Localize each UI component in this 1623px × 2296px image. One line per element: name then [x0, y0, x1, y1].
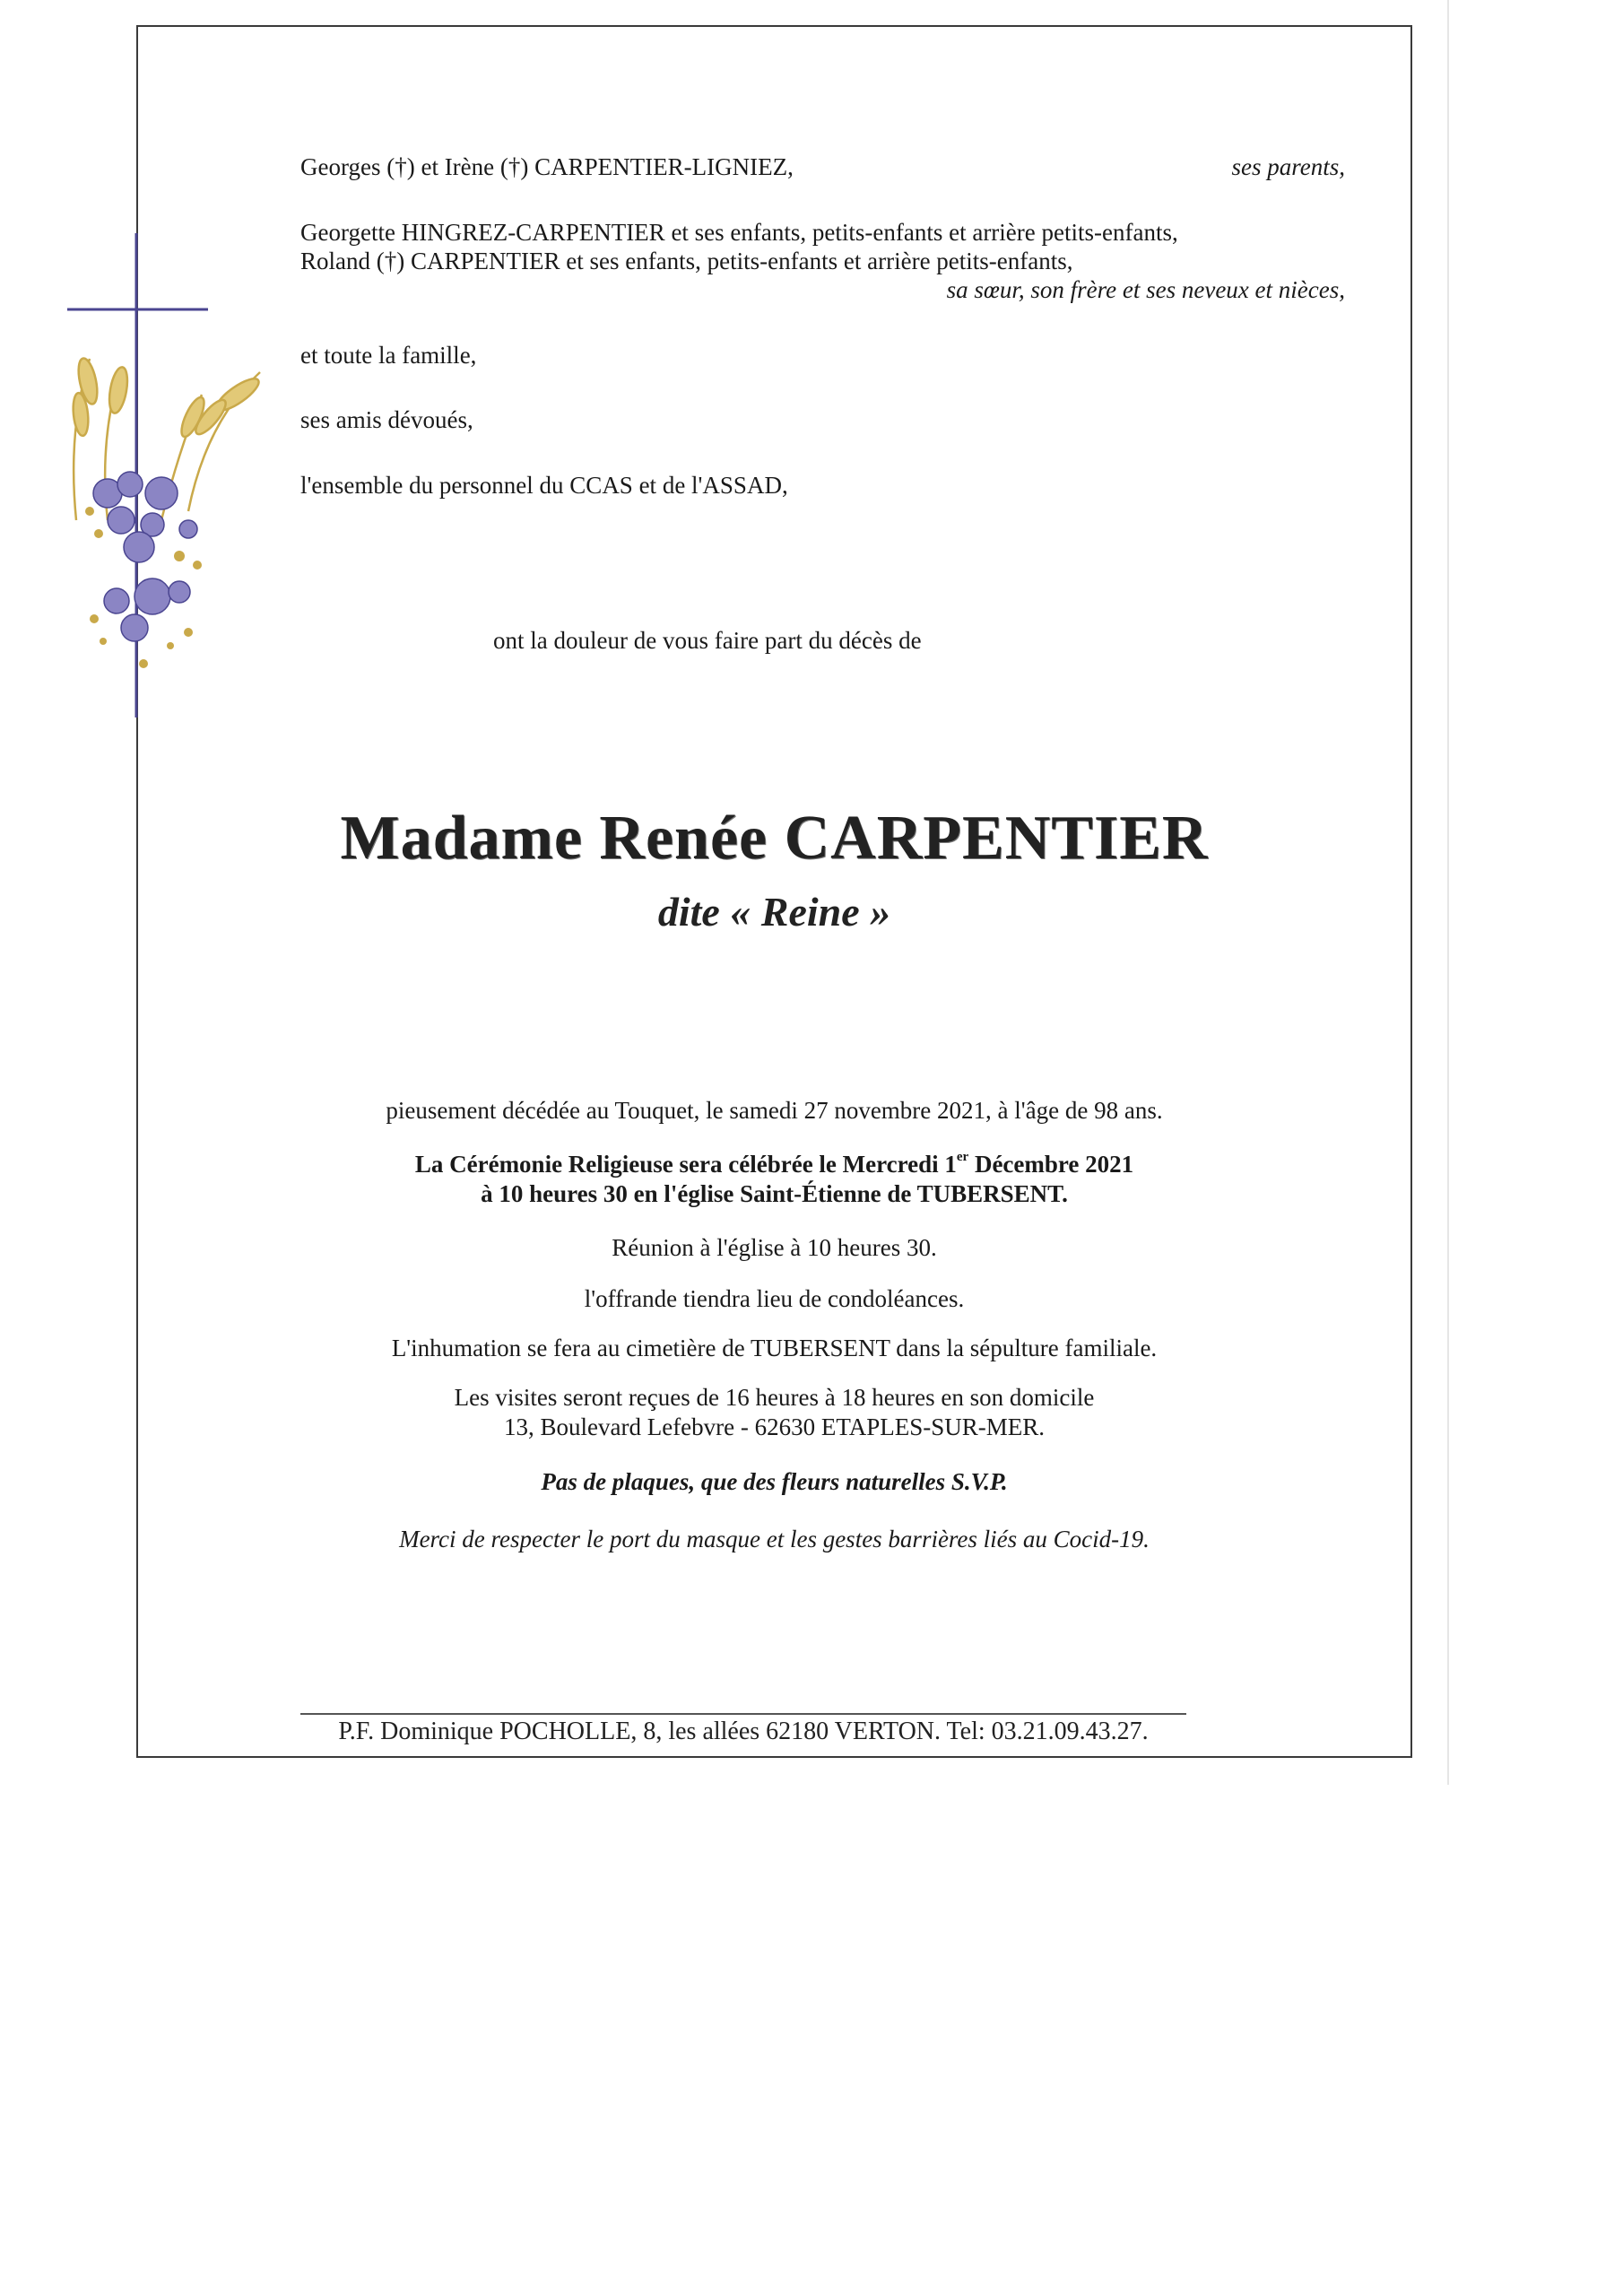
- staff: l'ensemble du personnel du CCAS et de l'ASSAD,: [300, 472, 788, 499]
- meeting-info: Réunion à l'église à 10 heures 30.: [612, 1234, 937, 1261]
- ceremony-ordinal: er: [956, 1150, 969, 1164]
- ceremony-line-1-main: La Cérémonie Religieuse sera célébrée le Mercredi 1: [414, 1151, 957, 1178]
- deceased-name: Madame Renée CARPENTIER: [340, 804, 1209, 873]
- flowers-note: Pas de plaques, que des fleurs naturelles S.V.P.: [541, 1468, 1008, 1495]
- whole-family: et toute la famille,: [300, 342, 477, 369]
- burial-info: L'inhumation se fera au cimetière de TUBERSENT dans la sépulture familiale.: [391, 1335, 1158, 1361]
- cross-wheat-flowers-icon: [54, 224, 287, 726]
- scan-edge-line: [1447, 0, 1449, 1785]
- ceremony-line-2: à 10 heures 30 en l'église Saint-Étienne de TUBERSENT.: [481, 1180, 1068, 1207]
- deceased-nickname: dite « Reine »: [657, 889, 891, 935]
- brother-line: Roland (†) CARPENTIER et ses enfants, petits-enfants et arrière petits-enfants,: [300, 248, 1073, 274]
- footer-rule: [300, 1713, 1186, 1715]
- visits-line-2: 13, Boulevard Lefebvre - 62630 ETAPLES-SUR-MER.: [504, 1413, 1045, 1440]
- ceremony-line-1: [136, 1150, 1412, 1178]
- covid-note: Merci de respecter le port du masque et les gestes barrières liés au Cocid-19.: [399, 1526, 1150, 1552]
- death-details: pieusement décédée au Touquet, le samedi 27 novembre 2021, à l'âge de 98 ans.: [386, 1097, 1163, 1124]
- visits-line-1: Les visites seront reçues de 16 heures à 18 heures en son domicile: [454, 1384, 1095, 1411]
- friends: ses amis dévoués,: [300, 406, 473, 433]
- siblings-role: sa sœur, son frère et ses neveux et nièces,: [946, 276, 1345, 303]
- announcement: ont la douleur de vous faire part du décès de: [493, 627, 922, 654]
- funeral-home-footer: P.F. Dominique POCHOLLE, 8, les allées 62180 VERTON. Tel: 03.21.09.43.27.: [338, 1718, 1149, 1745]
- sister-line: Georgette HINGREZ-CARPENTIER et ses enfants, petits-enfants et arrière petits-enfants,: [300, 219, 1178, 246]
- ceremony-line-1-date: Décembre 2021: [968, 1151, 1134, 1178]
- offering-info: l'offrande tiendra lieu de condoléances.: [584, 1285, 965, 1312]
- parents-role: ses parents,: [1231, 153, 1345, 180]
- parents-names: Georges (†) et Irène (†) CARPENTIER-LIGNIEZ,: [300, 153, 794, 180]
